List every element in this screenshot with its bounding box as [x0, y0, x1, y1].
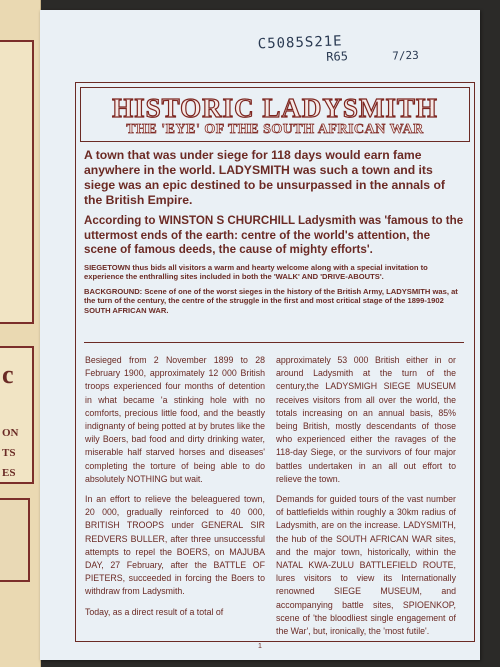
- right-paragraph-2: Demands for guided tours of the vast number of battlefields within roughly a 30km radius of Ladysmith, are on the increase. LADYSMITH, the hub of the SOUTH AFRICAN WAR sites, and the major town, historically, within the NATAL KWA-ZULU BATTLEFIELD ROUTE, lures visitors to view its Internationally renowned SIEGE MUSEUM, and accompanying battle sites, SPIOENKOP, scene of 'the bloodliest single engagement of the War', but, ironically, the 'most futile'.: [276, 494, 456, 637]
- section-divider: [84, 342, 464, 343]
- title-box: [80, 87, 470, 142]
- intro-section: [84, 148, 464, 315]
- handwritten-catalog-note: [258, 31, 449, 68]
- previous-page-text-1: ON: [2, 427, 19, 439]
- page-number: 1: [258, 643, 262, 650]
- previous-page-letter: c: [2, 360, 14, 389]
- right-column: [276, 354, 456, 645]
- intro-paragraph-3: SIEGETOWN thus bids all visitors a warm and hearty welcome along with a special invitation to experience the enthralling sites included in both the 'WALK' AND 'DRIVE-ABOUTS'.: [84, 262, 428, 281]
- intro-paragraph-2: According to WINSTON S CHURCHILL Ladysmith was 'famous to the uttermost ends of the earth: centre of the world's attention, the scene of famous deeds, the cause of mighty efforts'.: [84, 214, 464, 256]
- handwritten-line-2: R65: [326, 49, 349, 64]
- page-title: HISTORIC LADYSMITH: [112, 93, 438, 123]
- intro-paragraph-1: A town that was under siege for 118 days would earn fame anywhere in the world. LADYSMITH was such a town and its siege was an epic destined to be unsurpassed in the annals of the British Empire.: [84, 148, 445, 207]
- previous-page-text-3: ES: [2, 467, 16, 479]
- left-paragraph-3: Today, as a direct result of a total of: [85, 606, 224, 617]
- intro-paragraph-4: BACKGROUND: Scene of one of the worst sieges in the history of the British Army, LADYSMITH was, at the turn of the century, the centre of the struggle in the first and most critical stage of the 1899-1902 SOUTH AFRICAN WAR.: [84, 286, 458, 315]
- left-paragraph-2: In an effort to relieve the beleaguered town, 20 000, gradually reinforced to 40 000, BRITISH TROOPS under GENERAL SIR REDVERS BULLER, after three unsuccessful attempts to repel the BOERS, on MAJUBA DAY, 27 February, after the BATTLE OF PIETERS, succeeded in forcing the Boers to withdraw from Ladysmith.: [85, 494, 265, 597]
- handwritten-line-1: C5085S21E: [257, 33, 343, 53]
- page-subtitle: THE 'EYE' OF THE SOUTH AFRICAN WAR: [126, 122, 424, 137]
- left-paragraph-1: Besieged from 2 November 1899 to 28 February 1900, approximately 12 000 British troops experienced four months of detention in what became 'a stinking hole with no comforts, precious little food, and the beastly indignanty of being potted at by brutes like the wily Boers, bad food and dirty drinking water, miserable half starved horses and diseases' completing the torture of being able to do absolutely NOTHING but wait.: [85, 355, 265, 484]
- previous-page-edge: [0, 0, 41, 667]
- previous-page-text-2: TS: [2, 447, 16, 459]
- handwritten-line-3: 7/23: [392, 48, 419, 63]
- right-paragraph-1: approximately 53 000 British either in or around Ladysmith at the turn of the century,the LADYSMIGH SIEGE MUSEUM receives visitors from all over the world, the totals increasing on an annual basis, 85% being British, mostly descendants of those who experienced either the ravages of the 118-day Siege, or the survivors of four major battles undertaken in an all out effort to relieve the town.: [276, 355, 456, 484]
- previous-page-frame: [0, 40, 34, 324]
- document-page: [40, 10, 480, 660]
- previous-page-illustration: [0, 498, 30, 582]
- left-column: [85, 354, 265, 626]
